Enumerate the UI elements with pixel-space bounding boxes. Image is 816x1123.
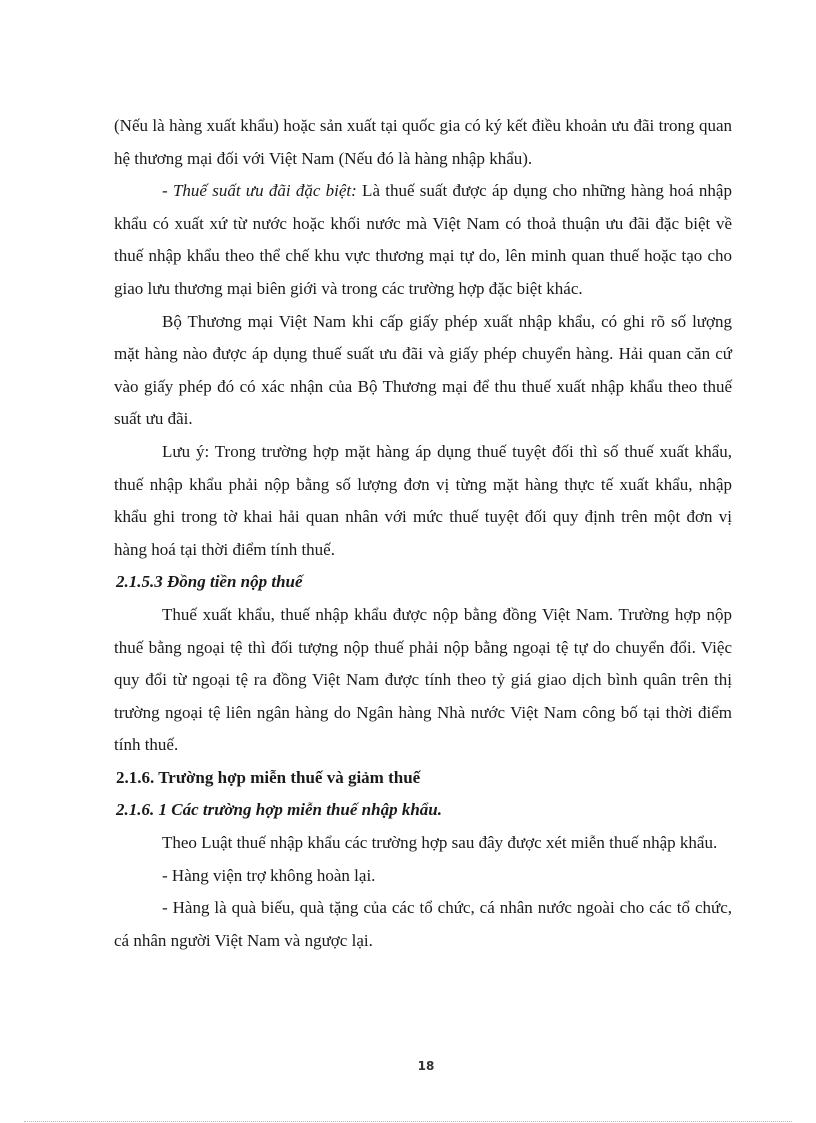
bullet-dash: - [162,181,173,201]
heading-import-exemption-cases: 2.1.6. 1 Các trường hợp miễn thuế nhập khẩu. [116,800,443,820]
paragraph-continuation: (Nếu là hàng xuất khẩu) hoặc sản xuất tại quốc gia có ký kết điều khoản ưu đãi trong quan hệ thương mại đối với Việt Nam (Nếu đó là hàng nhập khẩu). [114,116,732,168]
footer-divider [24,1121,792,1122]
body-text [114,110,732,957]
term-definition: Là thuế suất được áp dụng cho những hàng hoá nhập khẩu có xuất xứ từ nước hoặc khối nước mà Việt Nam có thoả thuận ưu đãi đặc biệt về thuế nhập khẩu theo thể chế khu vực thương mại tự do, lên minh quan thuế hoặc tạo cho giao lưu thương mại biên giới và trong các trường hợp đặc biệt khác. [114,181,732,298]
paragraph-import-law: Theo Luật thuế nhập khẩu các trường hợp sau đây được xét miễn thuế nhập khẩu. [162,833,718,853]
list-item-gifts: - Hàng là quà biếu, quà tặng của các tổ chức, cá nhân nước ngoài cho các tổ chức, cá nhân người Việt Nam và ngược lại. [114,898,732,950]
paragraph-currency: Thuế xuất khẩu, thuế nhập khẩu được nộp bằng đồng Việt Nam. Trường hợp nộp thuế bằng ngoại tệ thì đối tượng nộp thuế phải nộp bằng ngoại tệ tự do chuyển đổi. Việc quy đổi từ ngoại tệ ra đồng Việt Nam được tính theo tỷ giá giao dịch bình quân trên thị trường ngoại tệ liên ngân hàng do Ngân hàng Nhà nước Việt Nam công bố tại thời điểm tính thuế. [114,604,732,755]
heading-tax-currency: 2.1.5.3 Đồng tiền nộp thuế [116,572,303,592]
page-number: 18 [417,1059,435,1073]
list-item-nonrefundable-aid: - Hàng viện trợ không hoàn lại. [162,865,376,885]
paragraph-special-tariff [114,175,732,305]
term-special-preferential-rate: Thuế suất ưu đãi đặc biệt: [172,181,357,201]
heading-exemption-reduction: 2.1.6. Trường hợp miễn thuế và giảm thuế [116,767,421,787]
paragraph-note: Lưu ý: Trong trường hợp mặt hàng áp dụng thuế tuyệt đối thì số thuế xuất khẩu, thuế nhập khẩu phải nộp bằng số lượng đơn vị từng mặt hàng thực tế xuất khẩu, nhập khẩu ghi trong tờ khai hải quan nhân với mức thuế tuyệt đối quy định trên một đơn vị hàng hoá tại thời điểm tính thuế. [114,441,732,559]
paragraph-ministry-of-trade: Bộ Thương mại Việt Nam khi cấp giấy phép xuất nhập khẩu, có ghi rõ số lượng mặt hàng nào được áp dụng thuế suất ưu đãi và giấy phép chuyển hàng. Hải quan căn cứ vào giấy phép đó có xác nhận của Bộ Thương mại để thu thuế xuất nhập khẩu theo thuế suất ưu đãi. [114,311,732,429]
